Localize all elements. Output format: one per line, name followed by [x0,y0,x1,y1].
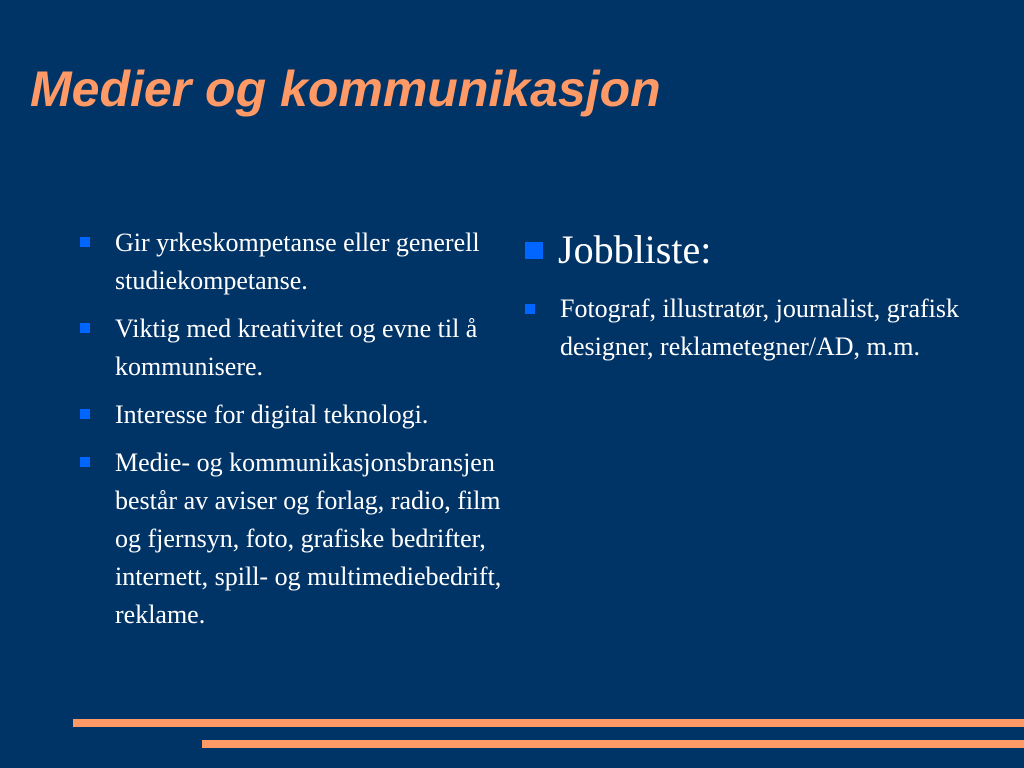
bullet-item [78,444,503,634]
square-bullet-icon [525,304,535,314]
bullet-item [78,224,503,300]
slide-title: Medier og kommunikasjon [30,61,661,117]
bullet-text: Viktig med kreativitet og evne til å kommunisere. [115,314,478,381]
square-bullet-icon [525,242,543,259]
job-list-heading [524,226,994,274]
bullet-item [78,396,503,434]
decorative-rule-bottom [202,740,1024,748]
decorative-rule-top [73,719,1024,727]
job-list-item-text: Fotograf, illustratør, journalist, grafisk designer, reklametegner/AD, m.m. [560,294,960,361]
square-bullet-icon [80,409,90,419]
bullet-text: Interesse for digital teknologi. [115,400,429,429]
job-list [524,290,994,366]
square-bullet-icon [80,237,90,247]
left-bullet-list [78,224,503,634]
job-list-heading-text: Jobbliste: [558,227,712,272]
left-column [78,224,503,644]
right-column [524,226,994,366]
job-list-item [524,290,994,366]
bullet-text: Medie- og kommunikasjonsbransjen består av aviser og forlag, radio, film og fjernsyn, foto, grafiske bedrifter, internett, spill- og multimediebedrift, reklame. [115,448,502,629]
bullet-text: Gir yrkeskompetanse eller generell studiekompetanse. [115,228,480,295]
square-bullet-icon [80,323,90,333]
square-bullet-icon [80,457,90,467]
bullet-item [78,310,503,386]
